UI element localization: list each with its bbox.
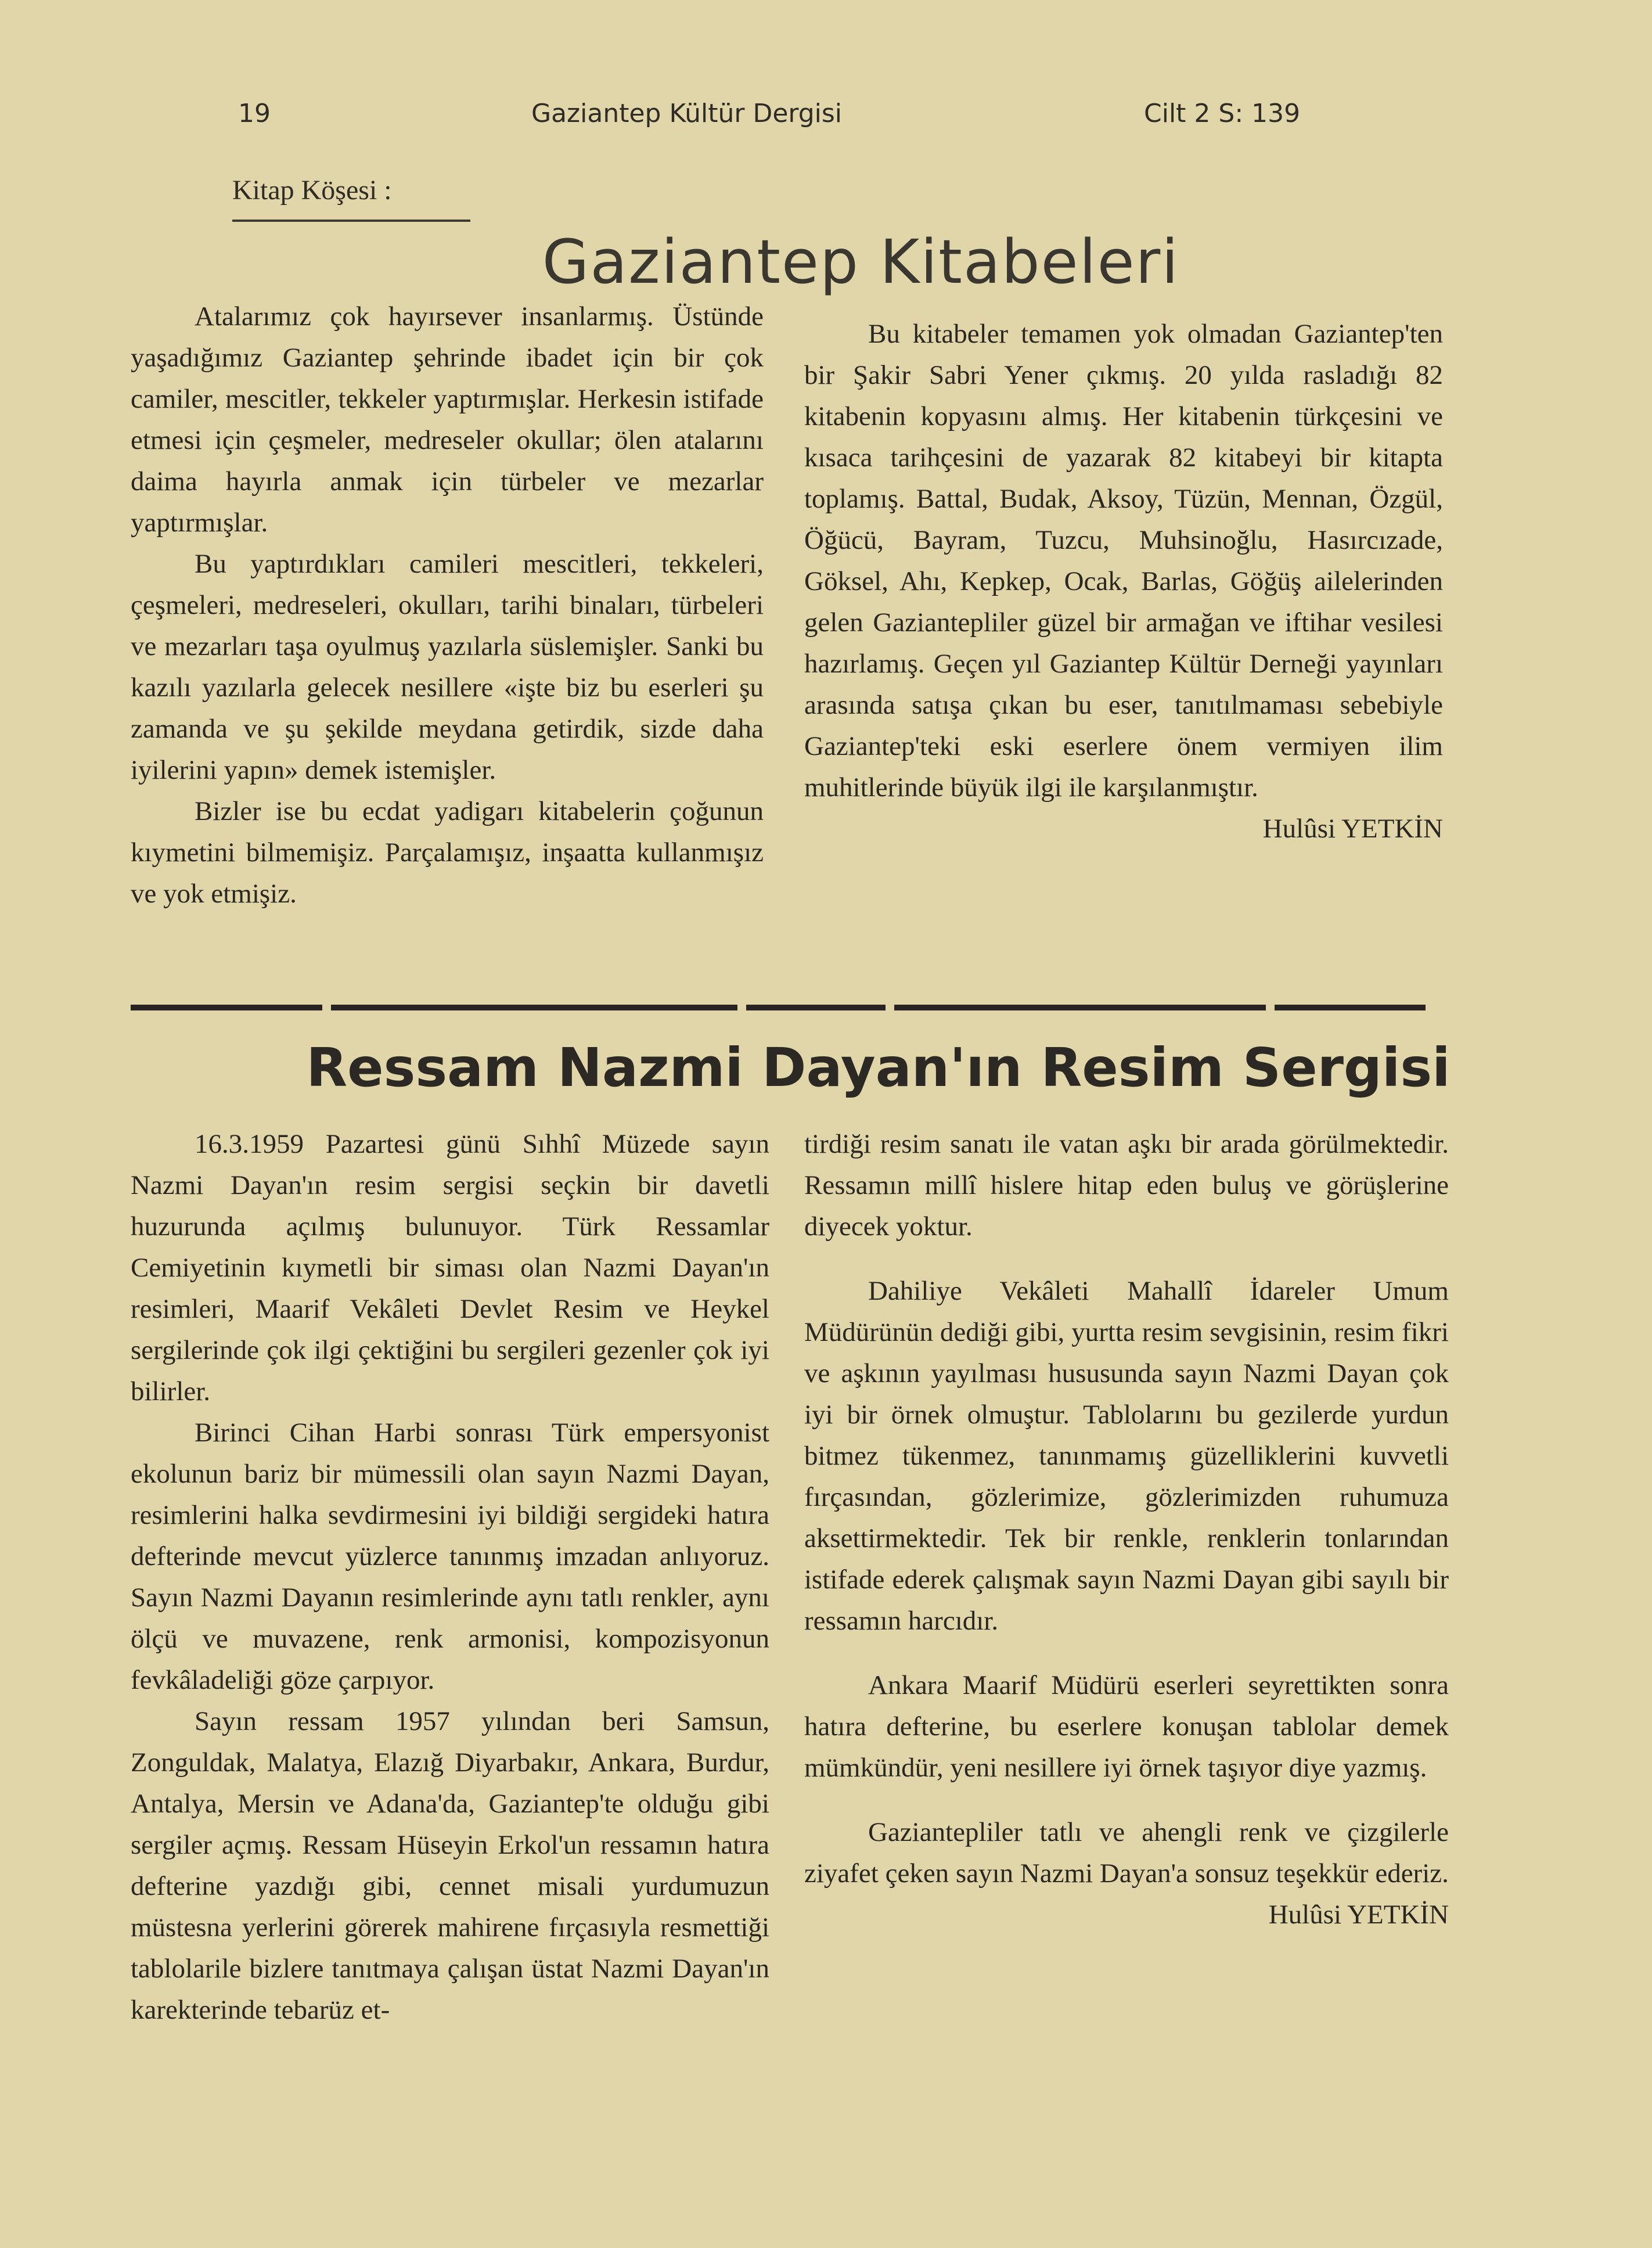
article-separator [131, 1005, 1426, 1010]
article1-title: Gaziantep Kitabeleri [542, 226, 1180, 297]
volume-issue: Cilt 2 S: 139 [1144, 99, 1301, 128]
magazine-title: Gaziantep Kültür Dergisi [531, 99, 843, 128]
article2-paragraph: Sayın ressam 1957 yılından beri Samsun, Zonguldak, Malatya, Elazığ Diyarbakır, Ankara, Burdur, Antalya, Mersin ve Adana'da, Gaziantep'te olduğu gibi sergiler açmış. Ressam Hüseyin Erkol'un ressamın hatıra defterine yazdığı gibi, cennet misali yurdumuzun müstesna yerlerini görerek mahirene fırçasıyla resmettiği tablolarile bizlere tanıtmaya çalışan üstat Nazmi Dayan'ın karekterinde tebarüz et- [131, 1706, 769, 2025]
article2-title: Ressam Nazmi Dayan'ın Resim Sergisi [306, 1037, 1451, 1099]
article2-left-column [131, 1124, 769, 2031]
article2-right-column [804, 1124, 1449, 1936]
article1-paragraph: Bu yaptırdıkları camileri mescitleri, tekkeleri, çeşmeleri, medreseleri, okulları, tarihi binaları, türbeleri ve mezarları taşa oyulmuş yazılarla süslemişler. Sanki bu kazılı yazılarla gelecek nesillere «işte biz bu eserleri şu zamanda ve şu şekilde meydana getirdik, sizde daha iyilerini yapın» demek istemişler. [131, 549, 764, 785]
article2-paragraph: Ankara Maarif Müdürü eserleri seyrettikten sonra hatıra defterine, bu eserlere konuşan tablolar demek mümkündür, yeni nesillere iyi örnek taşıyor diye yazmış. [804, 1670, 1449, 1783]
article1-paragraph: Bu kitabeler temamen yok olmadan Gaziantep'ten bir Şakir Sabri Yener çıkmış. 20 yılda rasladığı 82 kitabenin kopyasını almış. Her kitabenin türkçesini ve kısaca tarihçesini de yazarak 82 kitabeyi bir kitapta toplamış. Battal, Budak, Aksoy, Tüzün, Mennan, Özgül, Öğücü, Bayram, Tuzcu, Muhsinoğlu, Hasırcızade, Göksel, Ahı, Kepkep, Ocak, Barlas, Göğüş ailelerinden gelen Gaziantepliler güzel bir armağan ve iftihar vesilesi hazırlamış. Geçen yıl Gaziantep Kültür Derneği yayınları arasında satışa çıkan bu eser, tanıtılmaması sebebiyle Gaziantep'teki eski eserlere önem vermiyen ilim muhitlerinde büyük ilgi ile karşılanmıştır. [804, 319, 1443, 803]
article2-paragraph: Dahiliye Vekâleti Mahallî İdareler Umum Müdürünün dediği gibi, yurtta resim sevgisinin, resim fikri ve aşkının yayılması hususunda sayın Nazmi Dayan çok iyi bir örnek olmuştur. Tablolarını bu gezilerde yurdun bitmez tükenmez, tanınmamış güzelliklerini kuvvetli fırçasından, gözlerimize, gözlerimizden ruhumuza aksettirmektedir. Tek bir renkle, renklerin tonlarından istifade ederek çalışmak sayın Nazmi Dayan gibi sayılı bir ressamın harcıdır. [804, 1276, 1449, 1636]
section-underline [232, 220, 470, 222]
article1-paragraph: Atalarımız çok hayırsever insanlarmış. Üstünde yaşadığımız Gaziantep şehrinde ibadet için bir çok camiler, mescitler, tekkeler yaptırmışlar. Herkesin istifade etmesi için çeşmeler, medreseler okullar; ölen atalarını daima hayırla anmak için türbeler ve mezarlar yaptırmışlar. [131, 301, 764, 538]
running-header [238, 99, 1353, 145]
article1-right-column [804, 314, 1443, 850]
article1-author: Hulûsi YETKİN [1262, 814, 1443, 844]
article2-paragraph: Birinci Cihan Harbi sonrası Türk empersyonist ekolunun bariz bir mümessili olan sayın Nazmi Dayan, resimlerini halka sevdirmesini iyi bildiği sergideki hatıra defterinde mevcut yüzlerce tanınmış imzadan anlıyoruz. Sayın Nazmi Dayanın resimlerinde aynı tatlı renkler, aynı ölçü ve muvazene, renk armonisi, kompozisyonun fevkâladeliği göze çarpıyor. [131, 1418, 769, 1695]
article1-left-column [131, 296, 764, 915]
page-number: 19 [238, 99, 271, 128]
article2-paragraph: Gaziantepliler tatlı ve ahengli renk ve çizgilerle ziyafet çeken sayın Nazmi Dayan'a sonsuz teşekkür ederiz. [804, 1817, 1449, 1889]
section-label: Kitap Köşesi : [232, 175, 392, 206]
article2-paragraph: 16.3.1959 Pazartesi günü Sıhhî Müzede sayın Nazmi Dayan'ın resim sergisi seçkin bir davetli huzurunda açılmış bulunuyor. Türk Ressamlar Cemiyetinin kıymetli bir siması olan Nazmi Dayan'ın resimleri, Maarif Vekâleti Devlet Resim ve Heykel sergilerinde çok ilgi çektiğini bu sergileri gezenler çok iyi bilirler. [131, 1129, 769, 1407]
article2-author: Hulûsi YETKİN [1268, 1900, 1449, 1930]
article2-paragraph: tirdiği resim sanatı ile vatan aşkı bir arada görülmektedir. Ressamın millî hislere hitap eden buluş ve görüşlerine diyecek yoktur. [804, 1129, 1449, 1242]
article1-paragraph: Bizler ise bu ecdat yadigarı kitabelerin çoğunun kıymetini bilmemişiz. Parçalamışız, inşaatta kullanmışız ve yok etmişiz. [131, 796, 764, 909]
